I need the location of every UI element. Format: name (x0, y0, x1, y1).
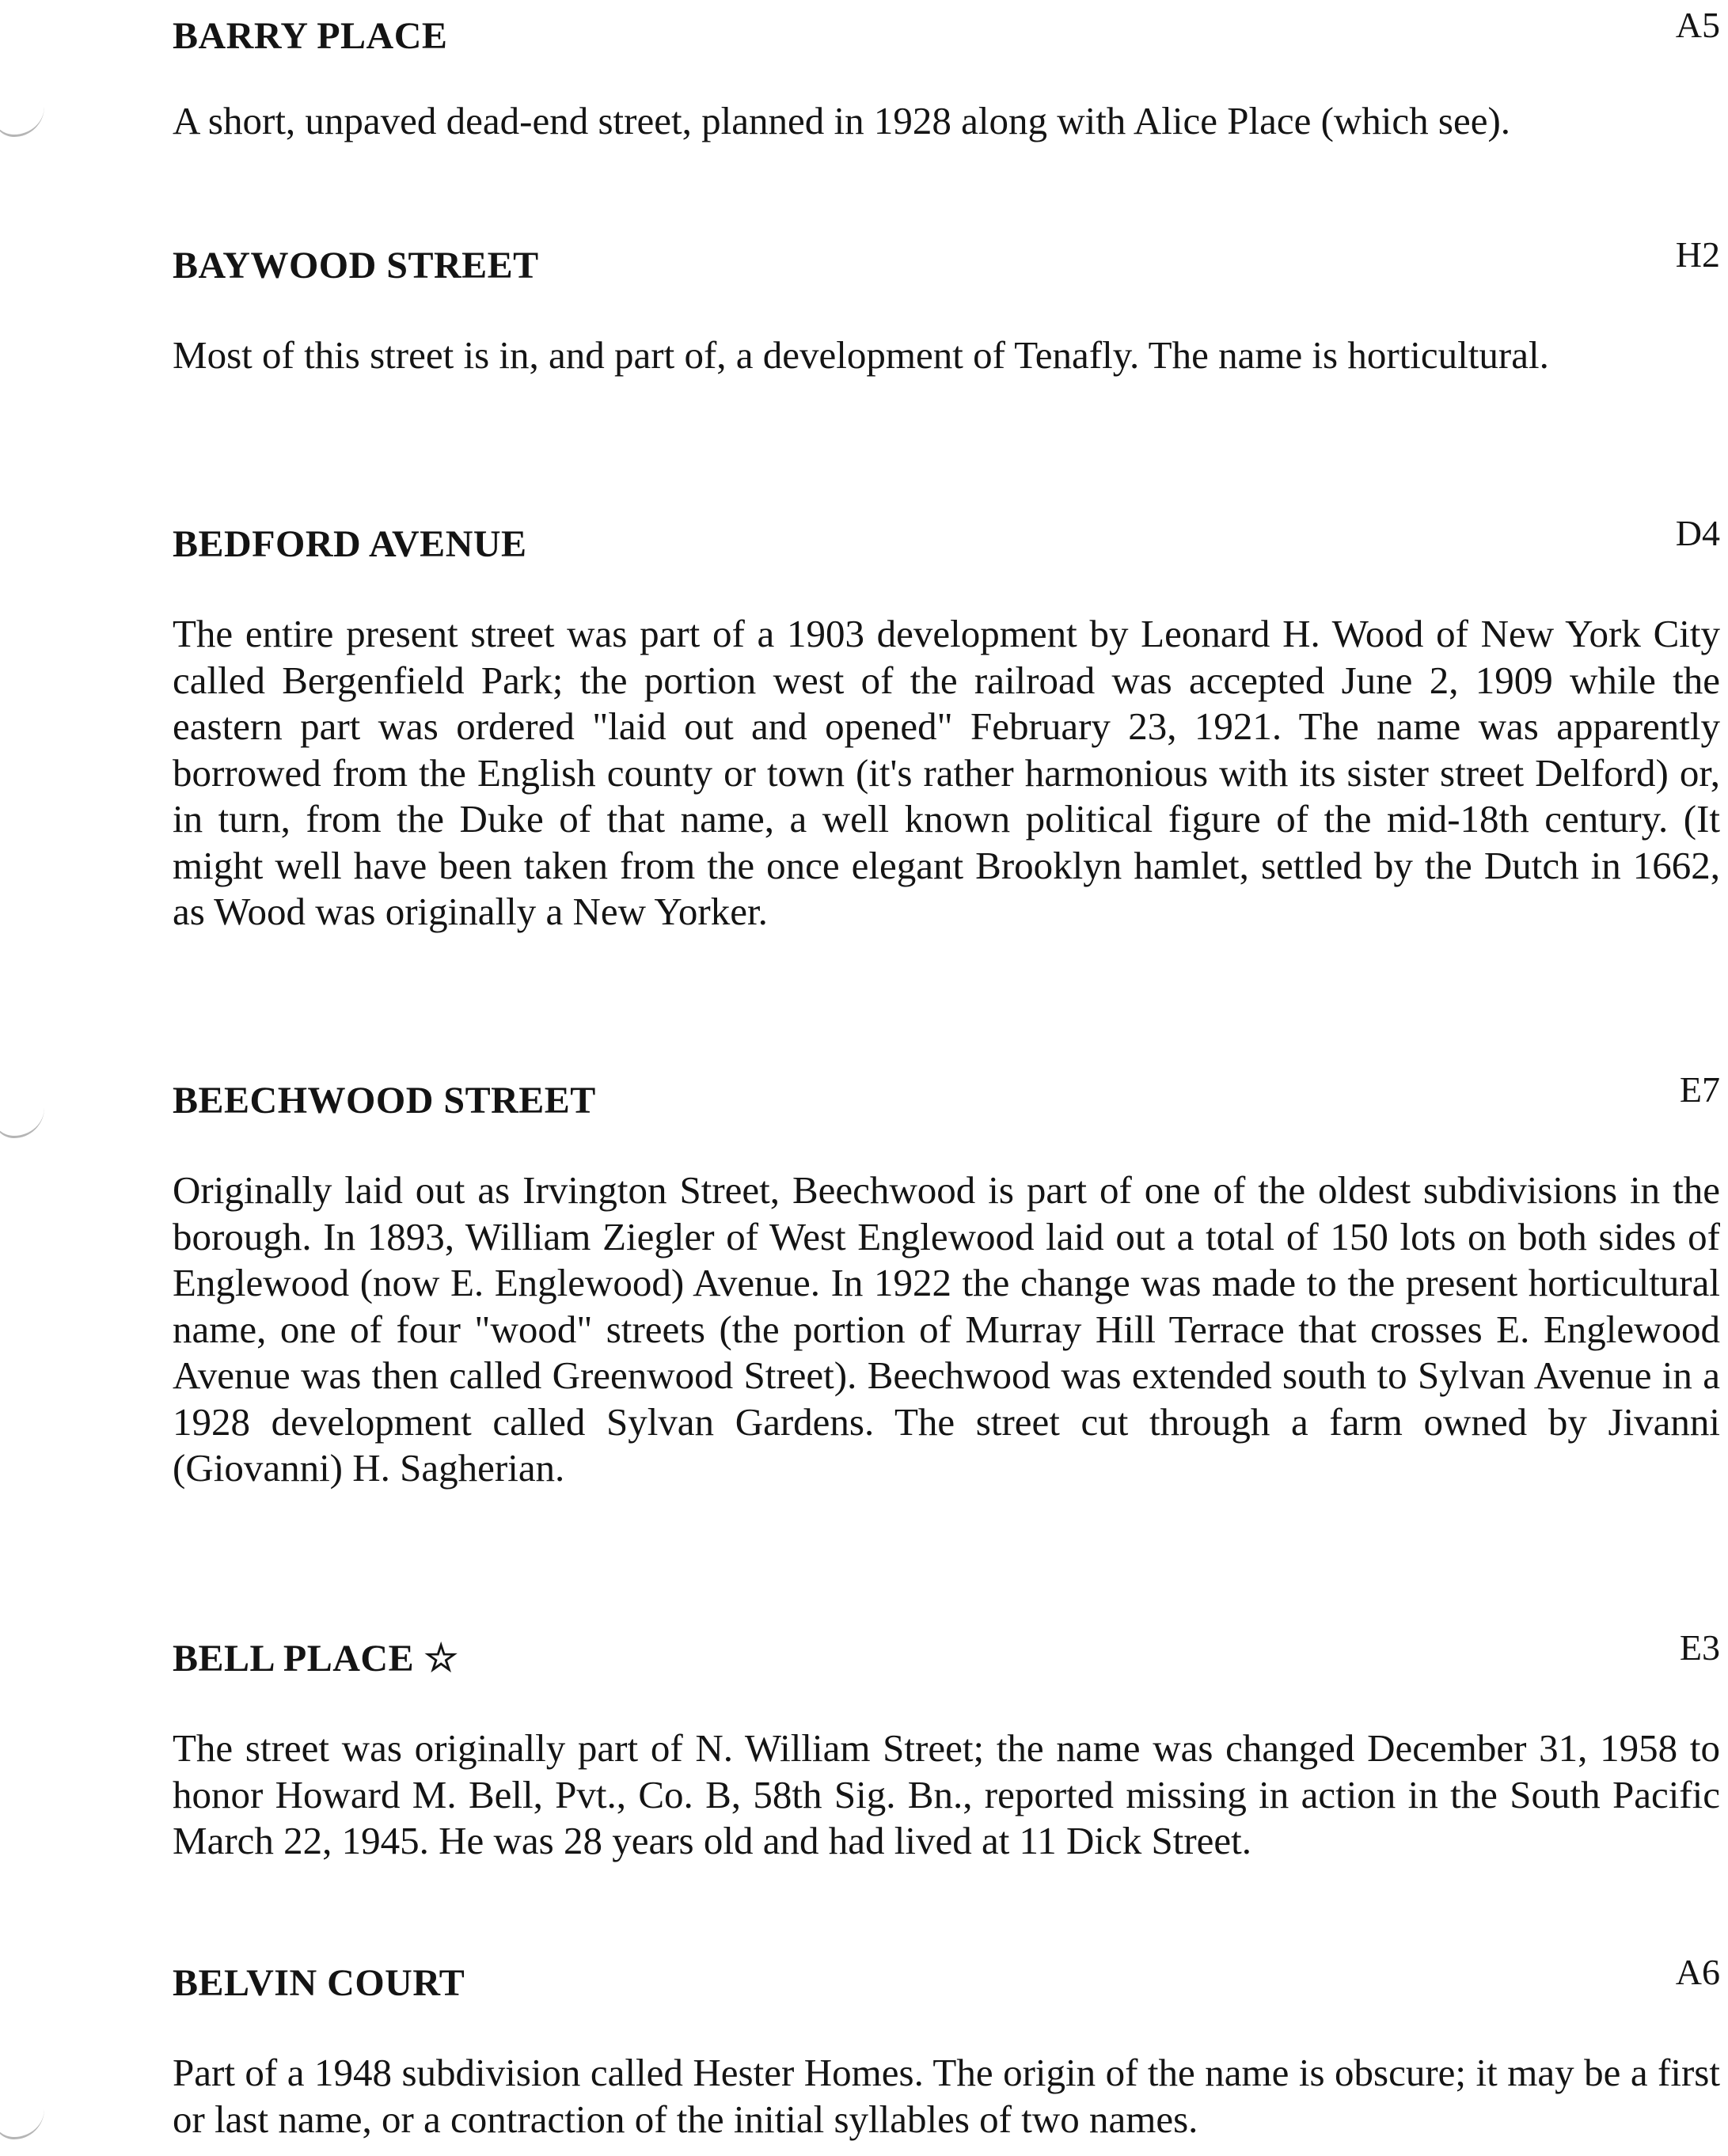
street-entry-barry-place (173, 5, 1720, 142)
street-entry-bedford-avenue (173, 513, 1720, 933)
street-entry-belvin-court (173, 1952, 1720, 2141)
map-grid-reference: A5 (1675, 5, 1720, 45)
entry-header (173, 1069, 1720, 1126)
street-name: BARRY PLACE (173, 15, 448, 57)
binder-hole-mark-top (0, 103, 44, 137)
map-grid-reference: E3 (1679, 1627, 1720, 1668)
street-description: The street was originally part of N. William Street; the name was changed December 31, 1958 to honor Howard M. Bell, Pvt., Co. B, 58th Sig. Bn., reported missing in action in the South Pacific March 22, 1945. He was 28 years old and had lived at 11 Dick Street. (173, 1726, 1720, 1862)
street-entry-beechwood-street (173, 1069, 1720, 1490)
street-description: A short, unpaved dead-end street, planned in 1928 along with Alice Place (which see). (173, 99, 1511, 142)
street-name: BELVIN COURT (173, 1962, 465, 2004)
street-name: BEDFORD AVENUE (173, 523, 527, 565)
street-description: Part of a 1948 subdivision called Hester Homes. The origin of the name is obscure; it may be a first or last name, or a contraction of the initial syllables of two names. (173, 2051, 1720, 2141)
street-description: The entire present street was part of a 1903 development by Leonard H. Wood of New York City called Bergenfield Park; the portion west of the railroad was accepted June 2, 1909 while the eastern part was ordered "laid out and opened" February 23, 1921. The name was apparently borrowed from the English county or town (it's rather harmonious with its sister street Delford) or, in turn, from the Duke of that name, a well known political figure of the mid-18th century. (It might well have been taken from the once elegant Brooklyn hamlet, settled by the Dutch in 1662, as Wood was originally a New Yorker. (173, 612, 1720, 933)
map-grid-reference: E7 (1679, 1069, 1720, 1110)
street-description: Originally laid out as Irvington Street, Beechwood is part of one of the oldest subdivisions in the borough. In 1893, William Ziegler of West Englewood laid out a total of 150 lots on both sides of Englewood (now E. Englewood) Avenue. In 1922 the change was made to the present horticultural name, one of four "wood" streets (the portion of Murray Hill Terrace that crosses E. Englewood Avenue was then called Greenwood Street). Beechwood was extended south to Sylvan Avenue in a 1928 development called Sylvan Gardens. The street cut through a farm owned by Jivanni (Giovanni) H. Sagherian. (173, 1168, 1720, 1490)
binder-hole-mark-bottom (0, 2105, 44, 2139)
binder-hole-mark-middle (0, 1104, 44, 1138)
entry-header (173, 5, 1720, 62)
entry-header (173, 1627, 1720, 1684)
street-name: BEECHWOOD STREET (173, 1080, 596, 1122)
map-grid-reference: D4 (1675, 513, 1720, 553)
entry-header (173, 1952, 1720, 2009)
map-grid-reference: A6 (1675, 1952, 1720, 1992)
street-name: BELL PLACE ☆ (173, 1638, 459, 1680)
street-name: BAYWOOD STREET (173, 245, 539, 287)
entry-header (173, 513, 1720, 570)
entry-header (173, 234, 1720, 291)
map-grid-reference: H2 (1675, 234, 1720, 275)
street-description: Most of this street is in, and part of, a development of Tenafly. The name is horticultural. (173, 333, 1549, 377)
street-entry-baywood-street (173, 234, 1720, 377)
street-entry-bell-place (173, 1627, 1720, 1862)
